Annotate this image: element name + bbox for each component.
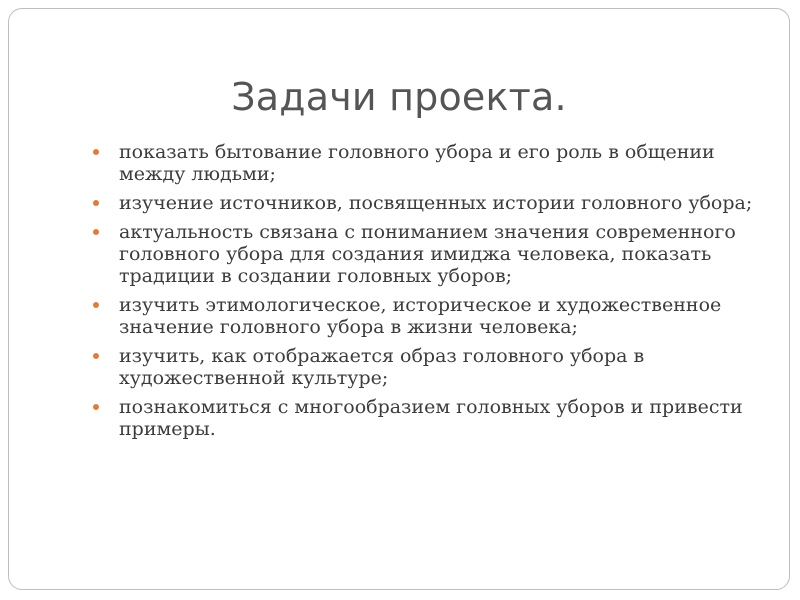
bullet-list bbox=[85, 141, 775, 447]
slide bbox=[8, 8, 790, 590]
list-item-text: изучение источников, посвященных истории головного убора; bbox=[119, 192, 753, 214]
list-item-text: показать бытование головного убора и его роль в общении между людьми; bbox=[119, 141, 715, 185]
list-item bbox=[85, 396, 775, 440]
list-item-text: познакомиться с многообразием головных уборов и привести примеры. bbox=[119, 396, 743, 440]
bullet-icon bbox=[93, 149, 99, 155]
list-item bbox=[85, 345, 775, 389]
list-item-text: изучить, как отображается образ головного убора в художественной культуре; bbox=[119, 345, 645, 389]
list-item-text: изучить этимологическое, историческое и художественное значение головного убора в жизни человека; bbox=[119, 294, 722, 338]
list-item bbox=[85, 294, 775, 338]
bullet-icon bbox=[93, 200, 99, 206]
bullet-icon bbox=[93, 302, 99, 308]
slide-title: Задачи проекта. bbox=[231, 75, 567, 119]
list-item bbox=[85, 221, 775, 287]
bullet-icon bbox=[93, 404, 99, 410]
bullet-icon bbox=[93, 353, 99, 359]
list-item-text: актуальность связана с пониманием значения современного головного убора для создания имиджа человека, показать традиции в создании головных уборов; bbox=[119, 221, 736, 287]
list-item bbox=[85, 192, 775, 214]
list-item bbox=[85, 141, 775, 185]
bullet-icon bbox=[93, 229, 99, 235]
